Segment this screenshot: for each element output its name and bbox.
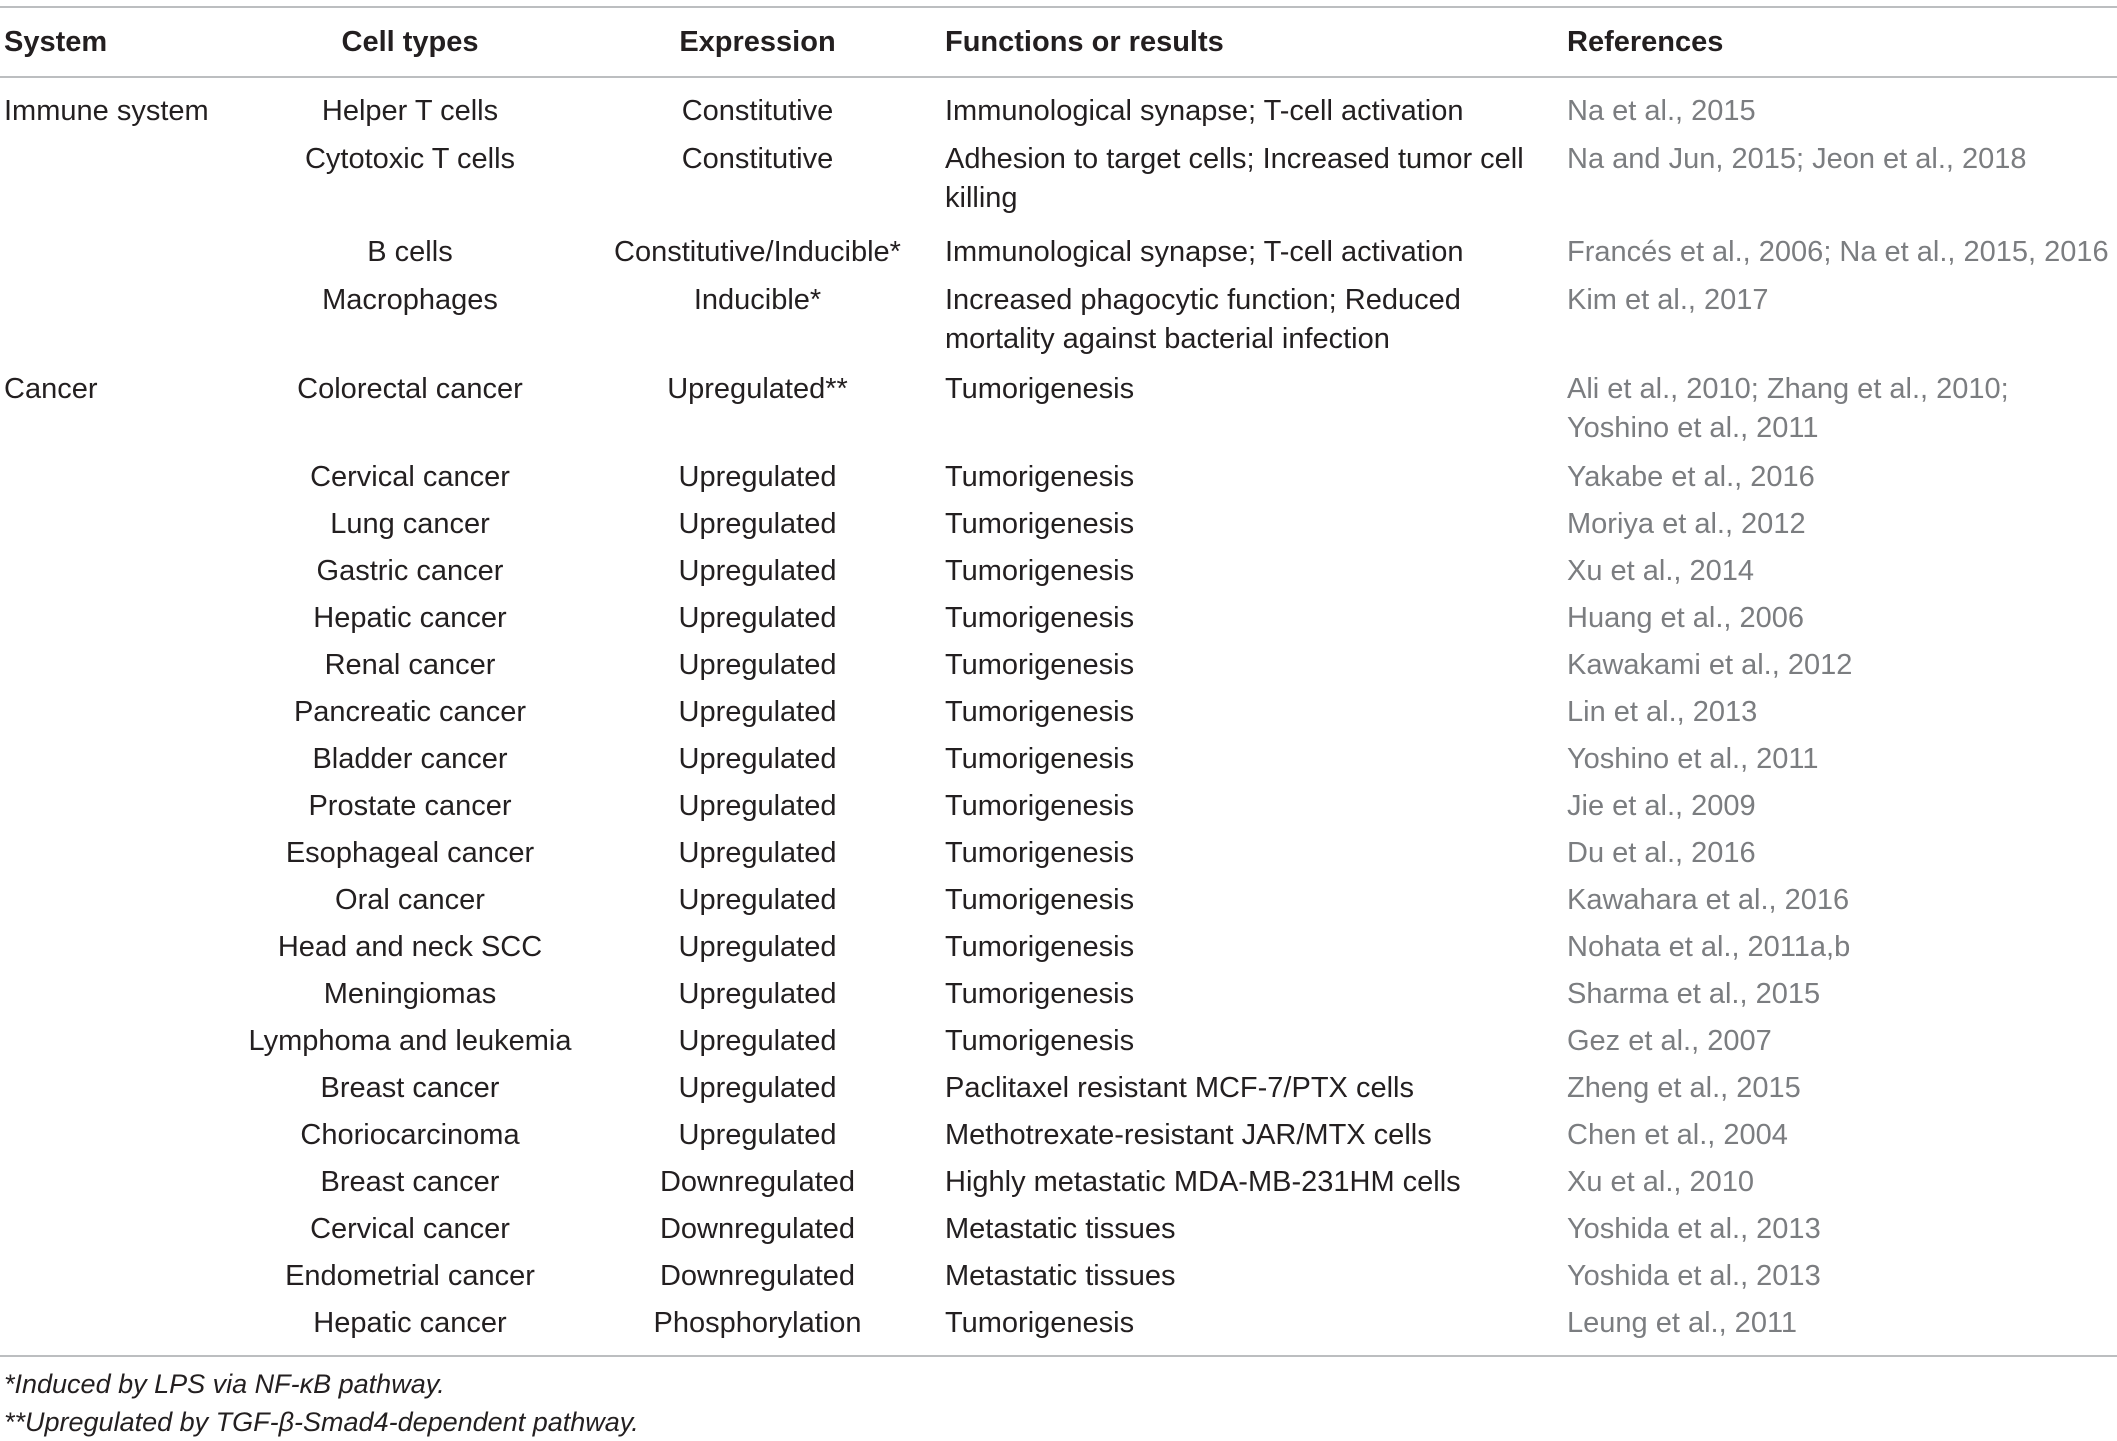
row-expression: Constitutive/Inducible* [614, 236, 901, 268]
row-cell-type: Hepatic cancer [313, 602, 507, 634]
row-expression: Upregulated [678, 461, 837, 493]
row-reference: Xu et al., 2014 [1567, 555, 1755, 587]
row-reference: Jie et al., 2009 [1567, 790, 1756, 822]
row-expression: Upregulated [678, 884, 837, 916]
row-cell-type: Endometrial cancer [285, 1260, 535, 1292]
row-reference: Kawakami et al., 2012 [1567, 649, 1853, 681]
row-expression: Upregulated [678, 649, 837, 681]
row-function: Tumorigenesis [945, 790, 1135, 822]
row-reference: Yakabe et al., 2016 [1567, 461, 1815, 493]
row-function: Tumorigenesis [945, 461, 1135, 493]
row-cell-type: Lymphoma and leukemia [248, 1025, 572, 1057]
row-function: Tumorigenesis [945, 696, 1135, 728]
row-cell-type: B cells [367, 236, 453, 268]
header-references: References [1567, 26, 1724, 58]
header-functions: Functions or results [945, 26, 1224, 58]
top-rule [0, 6, 2117, 8]
row-function: Increased phagocytic function; Reduced mortality against bacterial infection [945, 284, 1461, 355]
row-function: Tumorigenesis [945, 743, 1135, 775]
row-function: Highly metastatic MDA-MB-231HM cells [945, 1166, 1461, 1198]
row-function: Immunological synapse; T-cell activation [945, 95, 1464, 127]
row-expression: Upregulated [678, 1072, 837, 1104]
row-reference: Na et al., 2015 [1567, 95, 1756, 127]
row-expression: Constitutive [681, 95, 834, 127]
footnote: **Upregulated by TGF-β-Smad4-dependent pathway. [4, 1407, 639, 1437]
header-rule [0, 76, 2117, 78]
row-reference: Gez et al., 2007 [1567, 1025, 1772, 1057]
row-cell-type: Colorectal cancer [297, 373, 523, 405]
row-cell-type: Breast cancer [320, 1166, 500, 1198]
row-cell-type: Gastric cancer [316, 555, 504, 587]
row-expression: Downregulated [659, 1260, 856, 1292]
row-reference: Yoshida et al., 2013 [1567, 1213, 1821, 1245]
row-cell-type: Helper T cells [321, 95, 499, 127]
row-expression: Downregulated [659, 1166, 856, 1198]
row-function: Tumorigenesis [945, 602, 1135, 634]
row-function: Metastatic tissues [945, 1213, 1176, 1245]
row-cell-type: Prostate cancer [308, 790, 512, 822]
row-expression: Upregulated [678, 1025, 837, 1057]
row-reference: Kawahara et al., 2016 [1567, 884, 1850, 916]
row-reference: Huang et al., 2006 [1567, 602, 1805, 634]
row-expression: Upregulated [678, 743, 837, 775]
row-cell-type: Bladder cancer [312, 743, 508, 775]
row-expression: Constitutive [681, 143, 834, 175]
row-function: Tumorigenesis [945, 649, 1135, 681]
row-expression: Upregulated [678, 696, 837, 728]
row-expression: Upregulated [678, 555, 837, 587]
row-function: Tumorigenesis [945, 884, 1135, 916]
row-expression: Upregulated [678, 790, 837, 822]
row-reference: Chen et al., 2004 [1567, 1119, 1788, 1151]
row-function: Tumorigenesis [945, 1307, 1135, 1339]
row-cell-type: Lung cancer [330, 508, 490, 540]
row-function: Methotrexate-resistant JAR/MTX cells [945, 1119, 1432, 1151]
row-system: Immune system [4, 95, 209, 127]
row-expression: Upregulated [678, 1119, 837, 1151]
row-reference: Xu et al., 2010 [1567, 1166, 1755, 1198]
row-reference: Sharma et al., 2015 [1567, 978, 1821, 1010]
table-header [0, 20, 2117, 64]
row-expression: Downregulated [659, 1213, 856, 1245]
row-cell-type: Cervical cancer [310, 1213, 510, 1245]
row-expression: Upregulated [678, 837, 837, 869]
header-expression: Expression [679, 26, 836, 58]
row-reference: Du et al., 2016 [1567, 837, 1756, 869]
row-function: Tumorigenesis [945, 1025, 1135, 1057]
header-cell-types: Cell types [341, 26, 479, 58]
row-reference: Nohata et al., 2011a,b [1567, 931, 1851, 963]
row-cell-type: Cervical cancer [310, 461, 510, 493]
row-function: Immunological synapse; T-cell activation [945, 236, 1464, 268]
row-expression: Upregulated [678, 978, 837, 1010]
row-reference: Na and Jun, 2015; Jeon et al., 2018 [1567, 143, 2027, 175]
row-function: Tumorigenesis [945, 837, 1135, 869]
row-system: Cancer [4, 373, 98, 405]
row-reference: Leung et al., 2011 [1567, 1307, 1798, 1339]
footnote: *Induced by LPS via NF-κB pathway. [4, 1369, 445, 1399]
row-cell-type: Pancreatic cancer [293, 696, 527, 728]
row-cell-type: Meningiomas [323, 978, 497, 1010]
bottom-rule [0, 1355, 2117, 1357]
row-cell-type: Oral cancer [335, 884, 485, 916]
row-cell-type: Cytotoxic T cells [304, 143, 516, 175]
header-system: System [4, 26, 108, 58]
row-cell-type: Hepatic cancer [313, 1307, 507, 1339]
row-reference: Lin et al., 2013 [1567, 696, 1758, 728]
row-cell-type: Macrophages [322, 284, 498, 316]
footnotes [4, 1365, 639, 1441]
row-function: Tumorigenesis [945, 555, 1135, 587]
row-cell-type: Renal cancer [324, 649, 496, 681]
row-function: Tumorigenesis [945, 978, 1135, 1010]
row-cell-type: Choriocarcinoma [300, 1119, 520, 1151]
row-reference: Ali et al., 2010; Zhang et al., 2010; Yoshino et al., 2011 [1567, 373, 2009, 444]
row-function: Tumorigenesis [945, 508, 1135, 540]
row-expression: Upregulated [678, 602, 837, 634]
row-reference: Kim et al., 2017 [1567, 284, 1769, 316]
row-reference: Yoshida et al., 2013 [1567, 1260, 1821, 1292]
row-function: Tumorigenesis [945, 373, 1135, 405]
row-expression: Inducible* [693, 284, 822, 316]
row-function: Paclitaxel resistant MCF-7/PTX cells [945, 1072, 1414, 1104]
row-cell-type: Head and neck SCC [277, 931, 543, 963]
row-cell-type: Esophageal cancer [285, 837, 535, 869]
row-reference: Moriya et al., 2012 [1567, 508, 1806, 540]
row-reference: Zheng et al., 2015 [1567, 1072, 1801, 1104]
row-expression: Phosphorylation [653, 1307, 862, 1339]
row-cell-type: Breast cancer [320, 1072, 500, 1104]
row-reference: Yoshino et al., 2011 [1567, 743, 1819, 775]
row-expression: Upregulated [678, 931, 837, 963]
row-expression: Upregulated** [667, 373, 848, 405]
row-function: Metastatic tissues [945, 1260, 1176, 1292]
row-function: Adhesion to target cells; Increased tumor cell killing [945, 143, 1524, 214]
row-reference: Francés et al., 2006; Na et al., 2015, 2016 [1567, 236, 2109, 268]
row-expression: Upregulated [678, 508, 837, 540]
row-function: Tumorigenesis [945, 931, 1135, 963]
